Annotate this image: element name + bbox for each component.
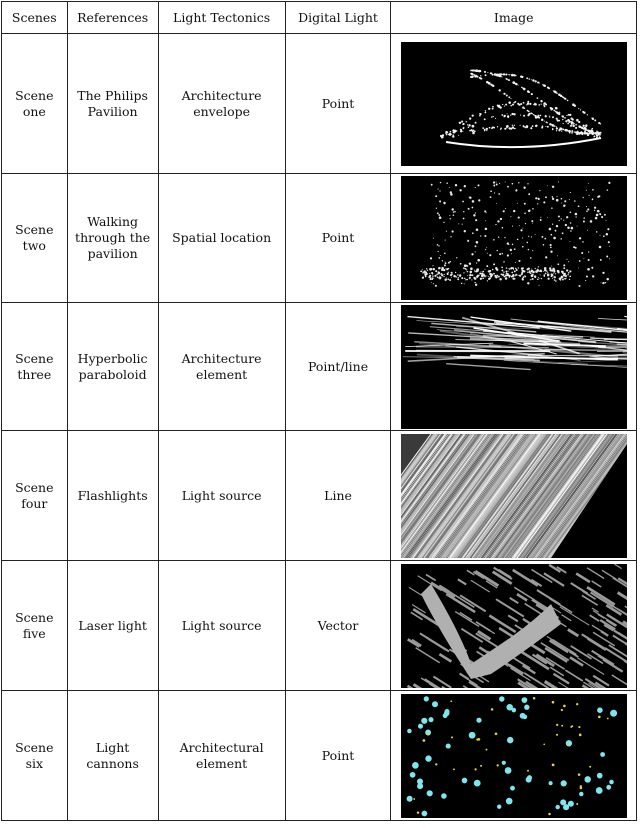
light-lines-image [401,305,627,429]
digital-light-cell: Vector [285,561,391,691]
table-row [2,303,637,431]
image-cell [391,34,637,174]
scene-cell: Scene six [2,691,68,821]
scene-cell: Scene five [2,561,68,691]
diagonal-lines-image [401,434,627,558]
reference-cell: Flashlights [67,431,158,561]
header-light-tectonics: Light Tectonics [158,2,285,34]
vector-surface-image [401,564,627,688]
tectonics-cell: Light source [158,431,285,561]
header-image: Image [391,2,637,34]
header-row [2,2,637,34]
table-row [2,34,637,174]
digital-light-cell: Point/line [285,303,391,431]
scene-cell: Scene two [2,174,68,303]
table-row [2,174,637,303]
image-cell [391,303,637,431]
scenes-table [1,1,637,821]
reference-cell: Light cannons [67,691,158,821]
reference-cell: Hyperbolic paraboloid [67,303,158,431]
tectonics-cell: Architecture element [158,303,285,431]
header-scenes: Scenes [2,2,68,34]
image-cell [391,431,637,561]
colored-dots-image [401,694,627,818]
digital-light-cell: Point [285,34,391,174]
table-row [2,691,637,821]
header-digital-light: Digital Light [285,2,391,34]
tectonics-cell: Architectural element [158,691,285,821]
reference-cell: Laser light [67,561,158,691]
digital-light-cell: Line [285,431,391,561]
image-cell [391,174,637,303]
reference-cell: Walking through the pavilion [67,174,158,303]
scattered-points-image [401,176,627,300]
scene-cell: Scene four [2,431,68,561]
digital-light-cell: Point [285,691,391,821]
table-row [2,561,637,691]
image-cell [391,561,637,691]
reference-cell: The Philips Pavilion [67,34,158,174]
scene-cell: Scene one [2,34,68,174]
image-cell [391,691,637,821]
tectonics-cell: Spatial location [158,174,285,303]
digital-light-cell: Point [285,174,391,303]
scene-cell: Scene three [2,303,68,431]
tectonics-cell: Architecture envelope [158,34,285,174]
header-references: References [67,2,158,34]
table-row [2,431,637,561]
point-cloud-pavilion-image [401,42,627,166]
tectonics-cell: Light source [158,561,285,691]
